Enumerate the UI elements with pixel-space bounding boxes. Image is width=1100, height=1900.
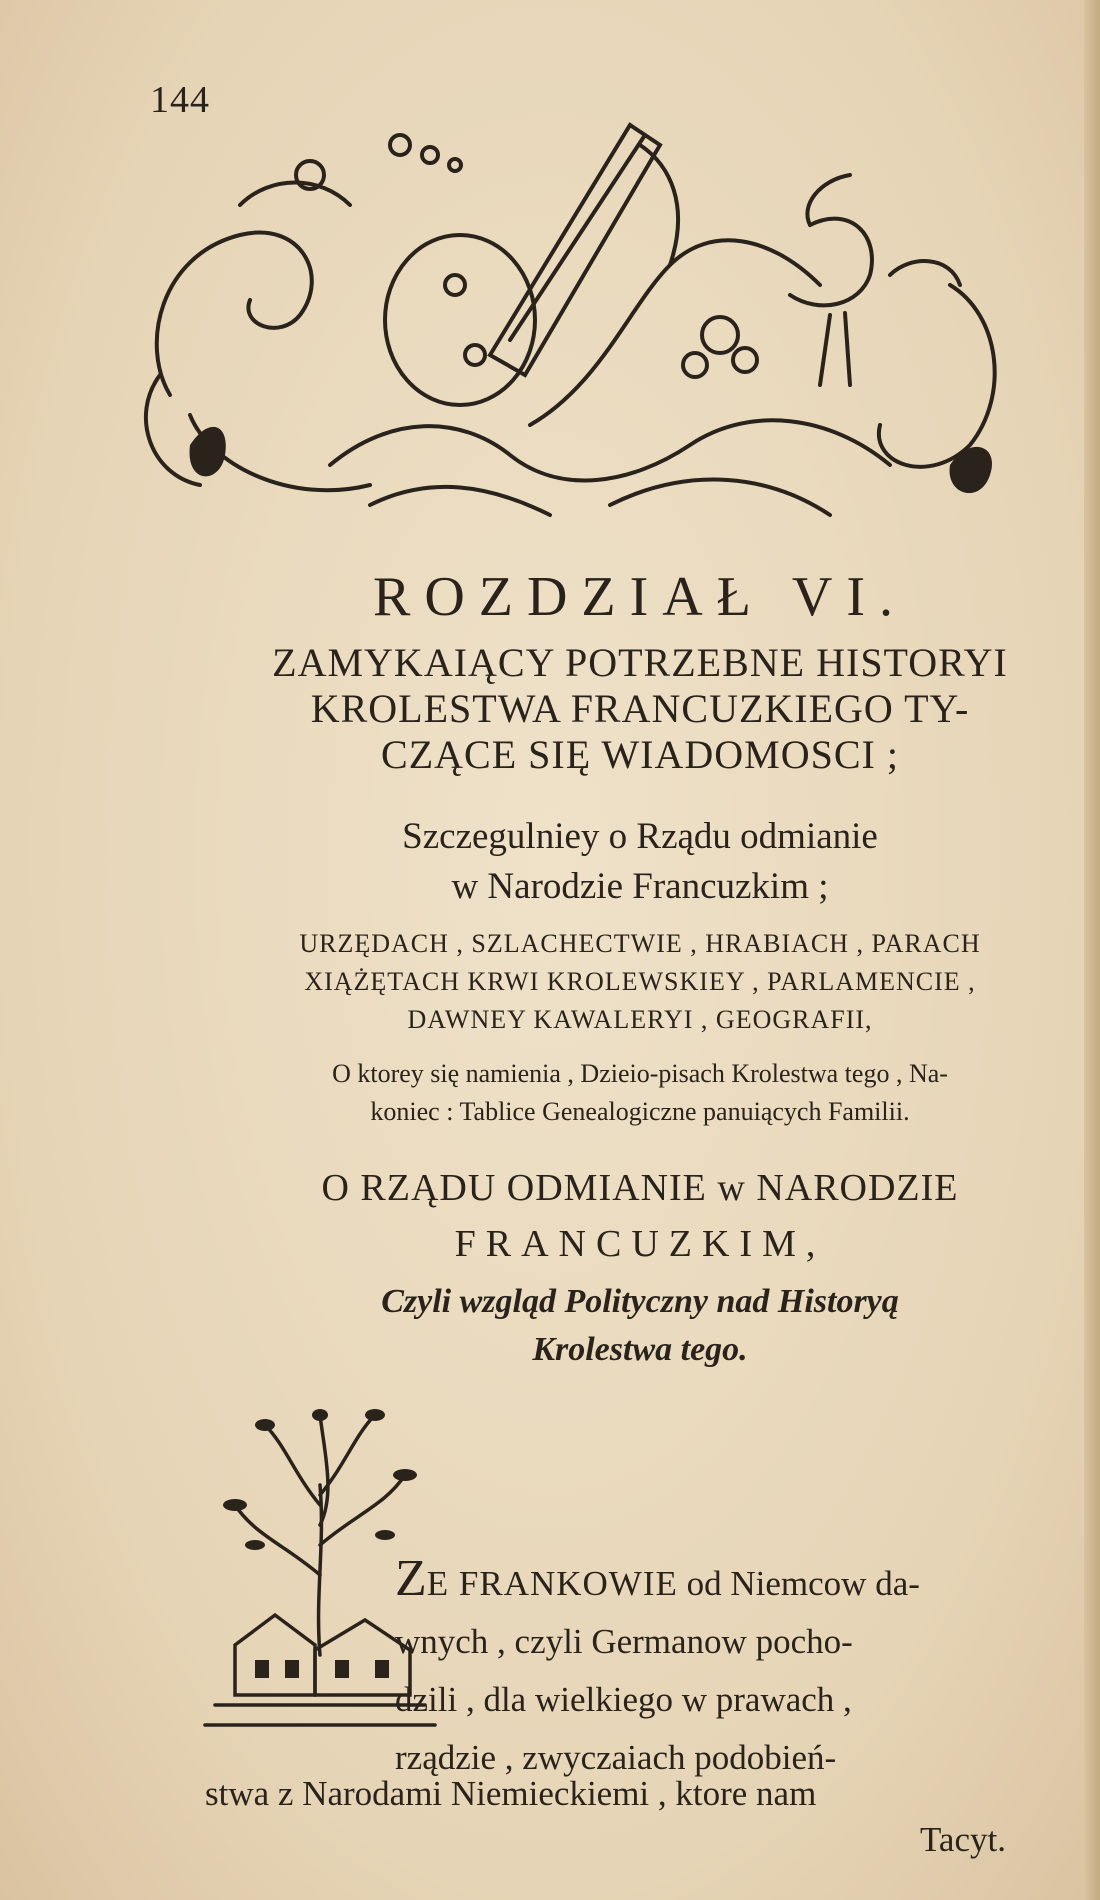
- body-first-line: [395, 1550, 1085, 1613]
- subtitle-line: KROLESTWA FRANCUZKIEGO TY-: [310, 686, 970, 731]
- body-final-line: stwa z Narodami Niemieckiemi , ktore nam: [205, 1774, 817, 1813]
- section-italic-subheading: [190, 1278, 1090, 1374]
- page-number: 144: [150, 79, 210, 121]
- chapter-title: ROZDZIAŁ VI.: [372, 566, 908, 628]
- section-heading: [190, 1160, 1090, 1272]
- chapter-topics: [190, 925, 1090, 1039]
- woodcut-headpiece-ornament: [130, 85, 1030, 555]
- section-heading-line: O RZĄDU ODMIANIE w NARODZIE: [321, 1167, 959, 1209]
- subtitle2-line: Szczegulniey o Rządu odmianie: [402, 816, 878, 857]
- drop-cap: Z: [395, 1550, 427, 1607]
- section-heading-line: FRANCUZKIM,: [454, 1223, 826, 1265]
- chapter-subtitle: [190, 640, 1090, 778]
- chapter-subtitle-secondary: [190, 812, 1090, 912]
- body-line: rządzie , zwyczaiach podobień-: [395, 1738, 837, 1777]
- subtitle-line: CZĄCE SIĘ WIADOMOSCI ;: [381, 732, 899, 777]
- body-paragraph: [395, 1550, 1085, 1787]
- italic-line: Krolestwa tego.: [532, 1331, 748, 1368]
- subtitle-line: ZAMYKAIĄCY POTRZEBNE HISTORYI: [272, 640, 1008, 685]
- about-line: O ktorey się namienia , Dzieio-pisach Krolestwa tego , Na-: [332, 1059, 948, 1088]
- topics-line: XIĄŻĘTACH KRWI KROLEWSKIEY , PARLAMENCIE ,: [304, 967, 976, 996]
- body-first-rest: od Niemcow da-: [677, 1564, 920, 1603]
- chapter-about: [190, 1055, 1090, 1131]
- topics-line: URZĘDACH , SZLACHECTWIE , HRABIACH , PARACH: [299, 929, 981, 958]
- subtitle2-line: w Narodzie Francuzkim ;: [451, 866, 829, 907]
- body-line: dzili , dla wielkiego w prawach ,: [395, 1680, 852, 1719]
- body-first-caps: E FRANKOWIE: [426, 1564, 678, 1603]
- italic-line: Czyli wzgląd Polityczny nad Historyą: [381, 1283, 899, 1320]
- catchword: Tacyt.: [920, 1820, 1006, 1859]
- about-line: koniec : Tablice Genealogiczne panuiących Familii.: [370, 1097, 910, 1126]
- topics-line: DAWNEY KAWALERYI , GEOGRAFII,: [407, 1005, 873, 1034]
- body-line: wnych , czyli Germanow pocho-: [395, 1622, 853, 1661]
